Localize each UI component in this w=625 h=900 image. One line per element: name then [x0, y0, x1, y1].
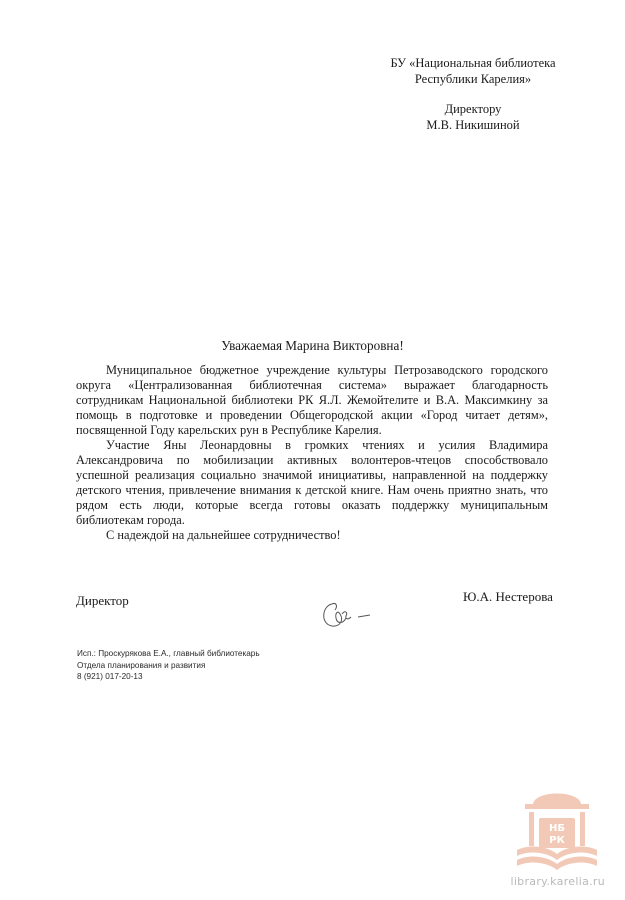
- handwritten-signature: [318, 598, 376, 632]
- executor-phone: 8 (921) 017-20-13: [77, 672, 143, 681]
- paragraph: Муниципальное бюджетное учреждение культуры Петрозаводского городского округа «Централизованная библиотечная система» выражает благодарность сотрудникам Национальной библиотеки РК Я.Л. Жемойтелите и В.А. Максимкину за помощь в подготовке и проведении Общегородской акции «Город читает детям», посвященной Году карельских рун в Республике Карелия.: [76, 363, 548, 437]
- logo-text-top: НБ: [549, 823, 565, 834]
- paragraph: Участие Яны Леонардовны в громких чтениях и усилия Владимира Александровича по мобилизации активных волонтеров-чтецов способствовало успешной реализация социально значимой инициативы, направленной на поддержку детского чтения, привлечение внимания к детской книге. Нам очень приятно знать, что рядом есть люди, которые всегда готовы оказать поддержку муниципальным библиотекам города.: [76, 438, 548, 527]
- addressee-org-line2: Республики Карелия»: [414, 71, 532, 86]
- watermark-site: library.karelia.ru: [510, 875, 605, 888]
- executor-info: [77, 648, 260, 683]
- executor-department: Отдела планирования и развития: [77, 660, 206, 670]
- addressee-position: Директору: [444, 102, 502, 116]
- logo-text-bottom: РК: [549, 835, 565, 846]
- paragraph: С надеждой на дальнейшее сотрудничество!: [106, 528, 341, 542]
- addressee-org-line1: БУ «Национальная библиотека: [390, 56, 556, 70]
- letter-body: [76, 363, 548, 543]
- signatory-role: Директор: [76, 593, 129, 608]
- salutation: Уважаемая Марина Викторовна!: [221, 338, 404, 353]
- signatory-name: Ю.А. Нестерова: [463, 589, 553, 604]
- library-logo-watermark: [511, 784, 603, 874]
- executor-name: Исп.: Проскурякова Е.А., главный библиотекарь: [77, 649, 260, 658]
- addressee-block: [360, 56, 586, 133]
- addressee-name: М.В. Никишиной: [426, 117, 520, 132]
